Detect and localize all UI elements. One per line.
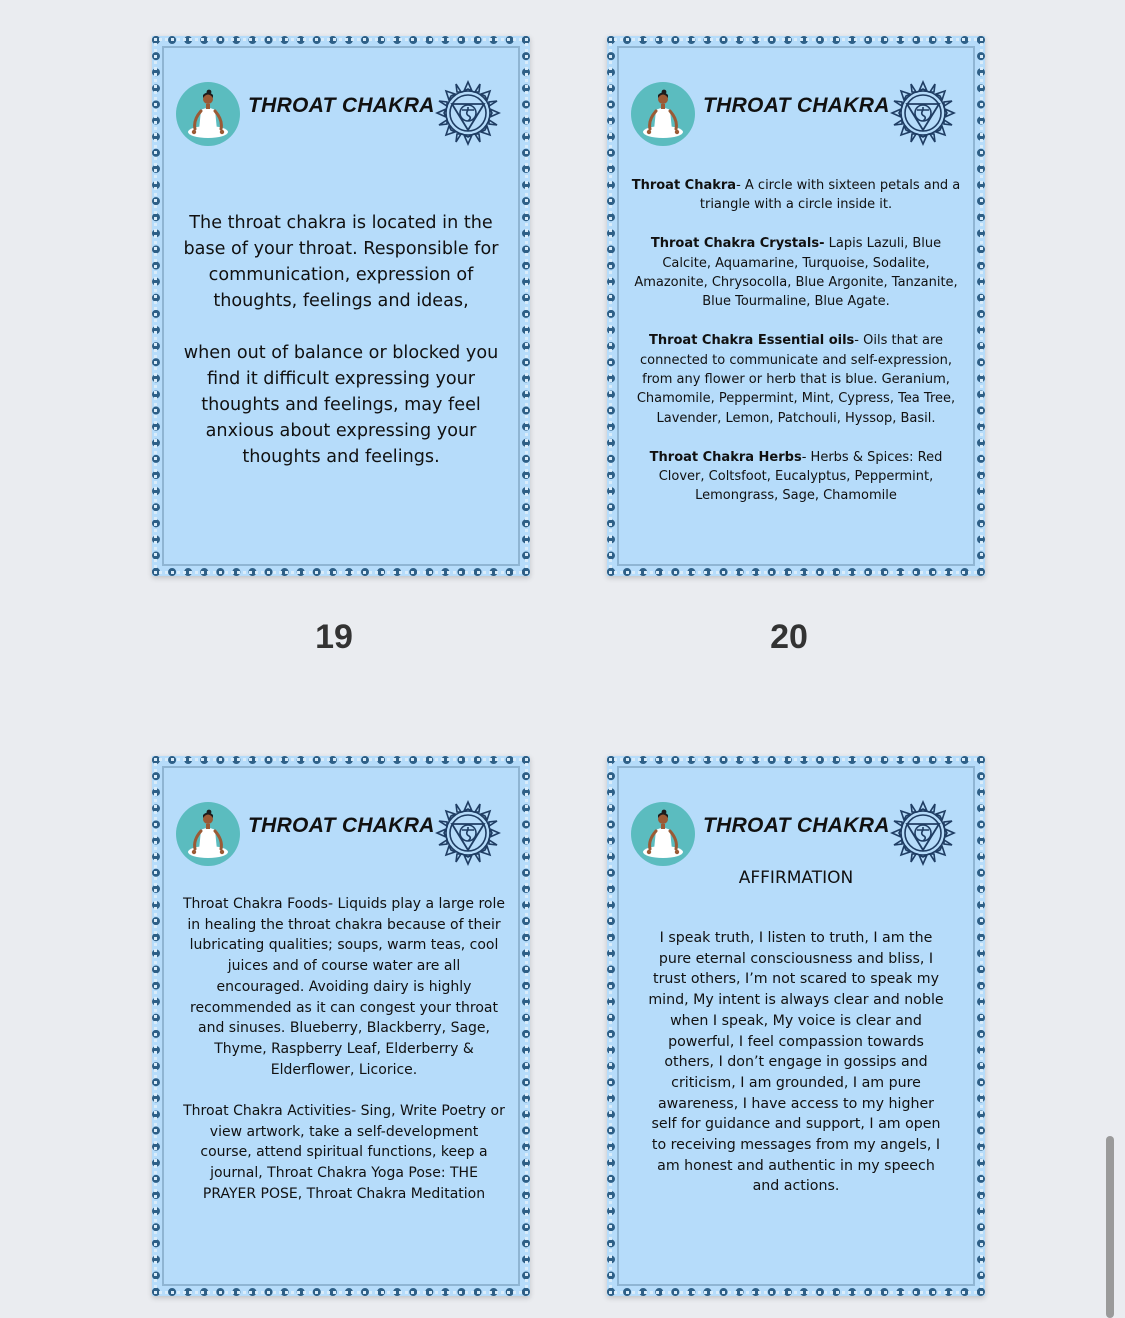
meditating-person-icon xyxy=(631,82,695,146)
throat-chakra-symbol-icon xyxy=(435,800,501,866)
page-number-19: 19 xyxy=(315,618,353,656)
card-description xyxy=(152,36,530,576)
paragraph: I speak truth, I listen to truth, I am the pure eternal consciousness and bliss, I trust others, I’m not scared to speak my mind, My intent is always clear and noble when I speak, My voice is clear and powerful, I feel compassion towards others, I don’t engage in gossips and criticism, I am grounded, I am pure awareness, I have access to my higher self for guidance and support, I am open to receiving messages from my angels, I am honest and authentic in my speech and actions. xyxy=(648,930,944,1195)
section-symbol xyxy=(625,176,967,215)
card-body xyxy=(170,210,512,470)
card-details xyxy=(607,36,985,576)
section-text: Lapis Lazuli, Blue Calcite, Aquamarine, Turquoise, Sodalite, Amazonite, Chrysocolla, Blue Argonite, Tanzanite, Blue Tourmaline, Blue Agate. xyxy=(634,236,958,310)
card-body xyxy=(647,928,945,1197)
section-label: Throat Chakra Crystals- xyxy=(650,236,825,252)
card-body xyxy=(182,894,506,1205)
throat-chakra-symbol-icon xyxy=(435,80,501,146)
vertical-scrollbar[interactable] xyxy=(1106,1136,1114,1318)
paragraph: Throat Chakra Activities- Sing, Write Poetry or view artwork, take a self-development course, attend spiritual functions, keep a journal, Throat Chakra Yoga Pose: THE PRAYER POSE, Throat Chakra Meditation xyxy=(183,1103,505,1202)
throat-chakra-symbol-icon xyxy=(890,80,956,146)
card-title: THROAT CHAKRA xyxy=(703,814,890,837)
section-label: Throat Chakra Essential oils xyxy=(648,333,855,349)
meditating-person-icon xyxy=(631,802,695,866)
section-oils xyxy=(625,331,967,428)
paragraph: when out of balance or blocked you find it difficult expressing your thoughts and feelings, may feel anxious about expressing your thoughts and feelings. xyxy=(183,343,499,467)
card-title: THROAT CHAKRA xyxy=(248,814,435,837)
card-foods-activities xyxy=(152,756,530,1296)
paragraph: The throat chakra is located in the base of your throat. Responsible for communication, expression of thoughts, feelings and ideas, xyxy=(183,213,499,311)
section-label: Throat Chakra xyxy=(631,178,737,193)
card-affirmation xyxy=(607,756,985,1296)
section-herbs xyxy=(625,448,967,506)
card-title: THROAT CHAKRA xyxy=(248,94,435,117)
meditating-person-icon xyxy=(176,802,240,866)
page-number-20: 20 xyxy=(770,618,808,656)
section-label: Throat Chakra Herbs xyxy=(649,449,802,465)
section-text: - Herbs & Spices: Red Clover, Coltsfoot, Eucalyptus, Peppermint, Lemongrass, Sage, Chamomile xyxy=(658,449,943,504)
card-title: THROAT CHAKRA xyxy=(703,94,890,117)
paragraph: Throat Chakra Foods- Liquids play a large role in healing the throat chakra because of their lubricating qualities; soups, warm teas, cool juices and of course water are all encouraged. Avoiding dairy is highly recommended as it can congest your throat and sinuses. Blueberry, Blackberry, Sage, Thyme, Raspberry Leaf, Elderberry & Elderflower, Licorice. xyxy=(183,896,505,1078)
section-text: - Oils that are connected to communicate and self-expression, from any flower or herb that is blue. Geranium, Chamomile, Peppermint, Mint, Cypress, Tea Tree, Lavender, Lemon, Patchouli, Hyssop, Basil. xyxy=(636,333,956,426)
section-text: - A circle with sixteen petals and a triangle with a circle inside it. xyxy=(699,178,961,213)
throat-chakra-symbol-icon xyxy=(890,800,956,866)
card-body xyxy=(625,176,967,506)
section-crystals xyxy=(625,234,967,312)
card-subtitle: AFFIRMATION xyxy=(738,868,854,888)
meditating-person-icon xyxy=(176,82,240,146)
